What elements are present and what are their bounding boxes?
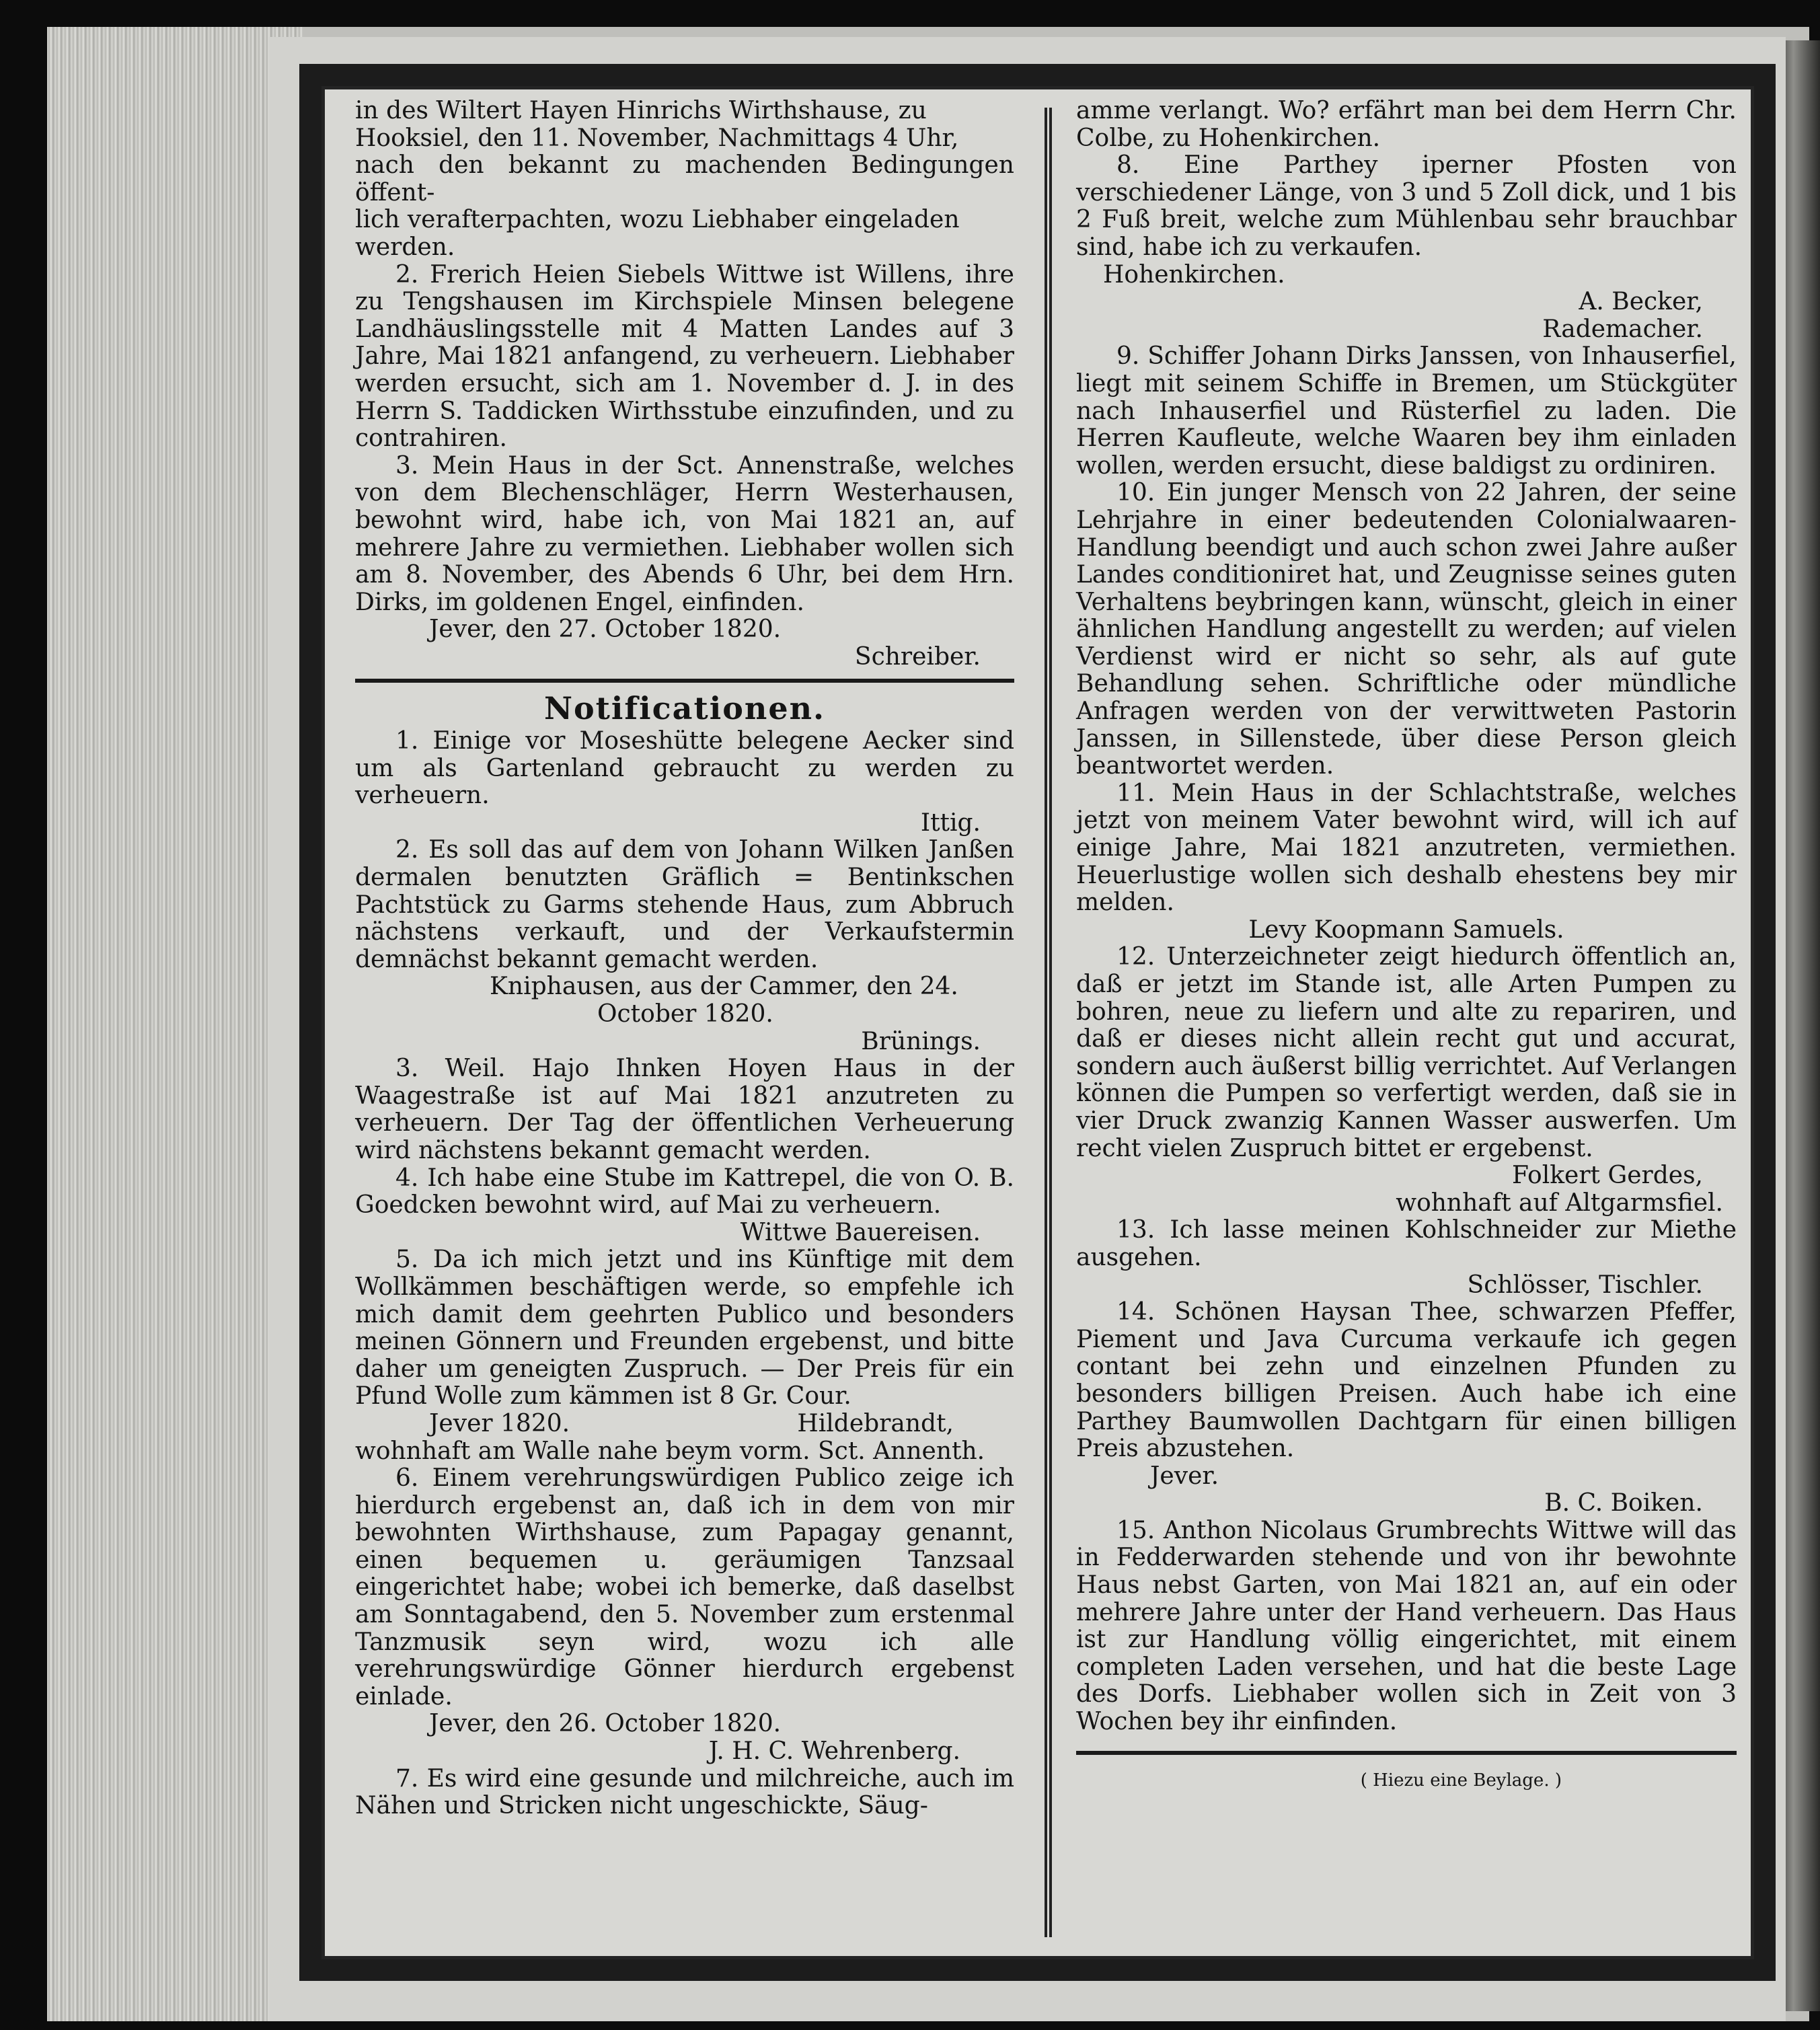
notice-5-signature: Hildebrandt, xyxy=(797,1409,954,1437)
notice-7-continued: amme verlangt. Wo? erfährt man bei dem Herrn Chr. Colbe, zu Hohenkirchen. xyxy=(1076,97,1737,152)
notice-8-title: Rademacher. xyxy=(1542,315,1703,343)
notice-4-text: 4. Ich habe eine Stube im Kattrepel, die von O. B. Goedcken bewohnt wird, auf Mai zu verheuern. xyxy=(355,1164,1014,1219)
notice-14-signature: B. C. Boiken. xyxy=(1544,1489,1703,1517)
ad-1-line: werden. xyxy=(355,233,455,261)
notice-2-date: October 1820. xyxy=(597,1000,773,1028)
notice-5-text: 5. Da ich mich jetzt und ins Künftige mit dem Wollkämmen beschäftigen werde, so empfehle ich mich damit dem geehrten Publico und besonders meinen Gönnern und Freunden ergebenst, und bitte daher um geneigten Zuspruch. — Der Preis für ein Pfund Wolle zum kämmen ist 8 Gr. Cour. xyxy=(355,1246,1014,1411)
notice-6-text: 6. Einem verehrungswürdigen Publico zeige ich hierdurch ergebenst an, daß ich in dem von mir bewohnten Wirthshause, zum Papagay genannt, einen bequemen u. geräumigen Tanzsaal eingerichtet habe; wobei ich bemerke, daß daselbst am Sonntagabend, den 5. November zum erstenmal Tanzmusik seyn wird, wozu ich alle verehrungswürdige Gönner hierdurch ergebenst einlade. xyxy=(355,1464,1014,1711)
ad-3-date: Jever, den 27. October 1820. xyxy=(429,615,782,644)
column-divider xyxy=(1045,108,1052,1937)
left-column xyxy=(355,98,1014,1820)
notice-10-text: 10. Ein junger Mensch von 22 Jahren, der seine Lehrjahre in einer bedeutenden Colonialwaaren-Handlung beendigt und auch schon zwei Jahre außer Landes conditioniret hat, und Zeugnisse seines guten Verhaltens beybringen kann, wünscht, gleich in einer ähnlichen Handlung angestellt zu werden; auf vielen Verdienst wird er nicht so sehr, als auf gute Behandlung sehen. Schriftliche oder mündliche Anfragen werden von der verwittweten Pastorin Janssen, in Sillenstede, über diese Person gleich beantwortet werden. xyxy=(1076,479,1737,780)
page-stack xyxy=(47,27,303,2021)
notice-12-text: 12. Unterzeichneter zeigt hiedurch öffentlich an, daß er jetzt im Stande ist, alle Arten Pumpen zu bohren, neue zu liefern und alte zu repariren, und daß er dieses nicht allein recht gut und accurat, sondern auch äußerst billig verrichtet. Auf Verlangen können die Pumpen so verfertigt werden, daß sie in vier Druck zwanzig Kannen Wasser auswerfen. Um recht vielen Zuspruch bittet er ergebenst. xyxy=(1076,943,1737,1162)
notice-5-sign-row xyxy=(355,1411,1014,1438)
right-column xyxy=(1076,98,1737,1811)
notice-13-text: 13. Ich lasse meinen Kohlschneider zur Miethe ausgehen. xyxy=(1076,1216,1737,1271)
ad-1-line: lich verafterpachten, wozu Liebhaber eingeladen xyxy=(355,206,960,234)
notice-3-text: 3. Weil. Hajo Ihnken Hoyen Haus in der Waagestraße ist auf Mai 1821 anzutreten zu verheuern. Der Tag der öffentlichen Verheuerung wird nächstens bekannt gemacht werden. xyxy=(355,1055,1014,1164)
notice-8-place: Hohenkirchen. xyxy=(1103,260,1285,289)
notice-4-signature: Wittwe Bauereisen. xyxy=(740,1218,981,1246)
notice-14-text: 14. Schönen Haysan Thee, schwarzen Pfeffer, Piement und Java Curcuma verkaufe ich gegen contant bei zehn und einzelnen Pfunden zu besonders billigen Preisen. Auch habe ich eine Parthey Baumwollen Dachtgarn für einen billigen Preis abzustehen. xyxy=(1076,1298,1737,1463)
notice-2-place: Kniphausen, aus der Cammer, den 24. xyxy=(490,973,958,1001)
ad-1-line: in des Wiltert Hayen Hinrichs Wirthshause, zu xyxy=(355,97,927,124)
notice-7-text: 7. Es wird eine gesunde und milchreiche, auch im Nähen und Stricken nicht ungeschickte, Säug- xyxy=(355,1764,1014,1820)
notice-12-signature: Folkert Gerdes, xyxy=(1512,1162,1703,1190)
ad-2-text: 2. Frerich Heien Siebels Wittwe ist Willens, ihre zu Tengshausen im Kirchspiele Minsen belegene Landhäuslingsstelle mit 4 Matten Landes auf 3 Jahre, Mai 1821 anfangend, zu verheuern. Liebhaber werden ersucht, sich am 1. November d. J. in des Herrn S. Taddicken Wirthsstube einzufinden, und zu contrahiren. xyxy=(355,260,1014,453)
notice-9-text: 9. Schiffer Johann Dirks Janssen, von Inhauserfiel, liegt mit seinem Schiffe in Bremen, um Stückgüter nach Inhauserfiel und Rüsterfiel zu laden. Die Herren Kaufleute, welche Waaren bey ihm einladen wollen, werden ersucht, diese baldigst zu ordiniren. xyxy=(1076,342,1737,480)
notice-12-address: wohnhaft auf Altgarmsfiel. xyxy=(1396,1189,1723,1217)
closing-rule xyxy=(1076,1751,1737,1755)
ad-3-signature: Schreiber. xyxy=(854,642,981,671)
notice-1-text: 1. Einige vor Moseshütte belegene Aecker sind um als Gartenland gebraucht zu werden zu verheuern. xyxy=(355,727,1014,810)
ad-1-line: nach den bekannt zu machenden Bedingungen öffent- xyxy=(355,151,1014,206)
section-rule xyxy=(355,679,1014,683)
supplement-note: ( Hiezu eine Beylage. ) xyxy=(1360,1770,1562,1791)
ad-1-line: Hooksiel, den 11. November, Nachmittags 4 Uhr, xyxy=(355,124,959,152)
notice-14-place: Jever. xyxy=(1150,1462,1219,1490)
notice-5-address: wohnhaft am Walle nahe beym vorm. Sct. Annenth. xyxy=(355,1437,985,1465)
notice-5-place: Jever 1820. xyxy=(429,1409,570,1437)
notice-13-signature: Schlösser, Tischler. xyxy=(1467,1271,1703,1299)
section-heading: Notificationen. xyxy=(543,690,826,727)
notice-8-text: 8. Eine Parthey iperner Pfosten von verschiedener Länge, von 3 und 5 Zoll dick, und 1 bis 2 Fuß breit, welche zum Mühlenbau sehr brauchbar sind, habe ich zu verkaufen. xyxy=(1076,151,1737,261)
notice-11-text: 11. Mein Haus in der Schlachtstraße, welches jetzt von meinem Vater bewohnt wird, will ich auf einige Jahre, Mai 1821 anzutreten, vermiethen. Heuerlustige wollen sich deshalb ehestens bey mir melden. xyxy=(1076,779,1737,917)
notice-2-signature: Brünings. xyxy=(861,1027,981,1055)
notice-2-text: 2. Es soll das auf dem von Johann Wilken Janßen dermalen benutzten Gräflich = Bentinkschen Pachtstück zu Garms stehende Haus, zum Abbruch nächstens verkauft, und der Verkaufstermin demnächst bekannt gemacht werden. xyxy=(355,836,1014,973)
notice-11-signature: Levy Koopmann Samuels. xyxy=(1248,915,1564,944)
notice-1-signature: Ittig. xyxy=(920,809,981,837)
notice-6-signature: J. H. C. Wehrenberg. xyxy=(708,1737,960,1766)
notice-8-signature: A. Becker, xyxy=(1579,288,1703,316)
notice-6-date: Jever, den 26. October 1820. xyxy=(429,1710,782,1738)
ad-3-text: 3. Mein Haus in der Sct. Annenstraße, welches von dem Blechenschläger, Herrn Westerhausen, bewohnt wird, habe ich, von Mai 1821 an, auf mehrere Jahre zu vermiethen. Liebhaber wollen sich am 8. November, des Abends 6 Uhr, bei dem Hrn. Dirks, im goldenen Engel, einfinden. xyxy=(355,451,1014,616)
notice-15-text: 15. Anthon Nicolaus Grumbrechts Wittwe will das in Fedderwarden stehende und von ihr bewohnte Haus nebst Garten, von Mai 1821 an, auf ein oder mehrere Jahre unter der Hand verheuern. Das Haus ist zur Handlung völlig eingerichtet, mit einem completen Laden versehen, und hat die beste Lage des Dorfs. Liebhaber wollen sich in Zeit von 3 Wochen bey ihr einfinden. xyxy=(1076,1516,1737,1736)
